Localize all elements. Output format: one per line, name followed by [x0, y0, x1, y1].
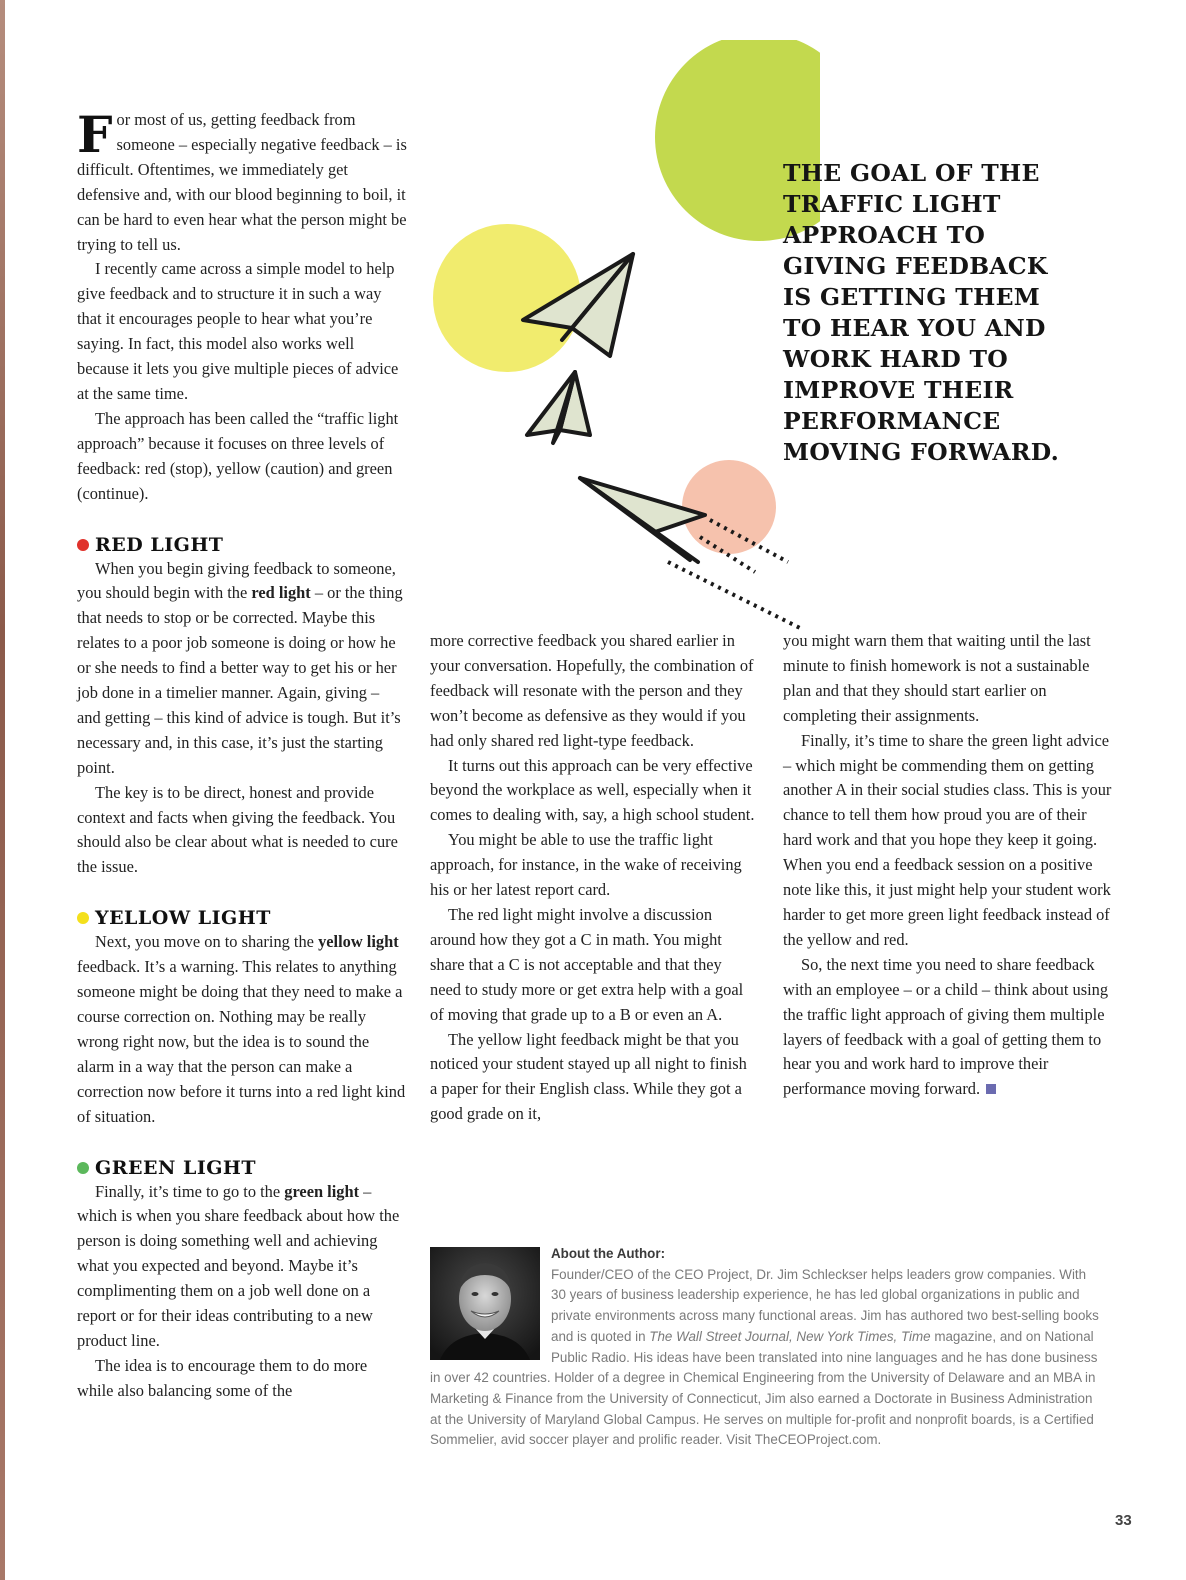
col2-paragraph-1: more corrective feedback you shared earlier in your conversation. Hopefully, the combination of feedback will resonate with the person and they won’t become as defensive as they would if you had only shared red light-type feedback. [430, 631, 754, 750]
paper-plane-icon [527, 372, 590, 443]
green-light-paragraph-1: Finally, it’s time to go to the green light – which is when you share feedback about how the person is doing something well and achieving what you expected and beyond. Maybe it’s complimenting them on a job well done on a report or for their ideas contributing to a new product line. [77, 1181, 400, 1350]
column-1 [77, 105, 407, 1404]
column-2 [430, 629, 755, 1127]
yellow-dot-icon [77, 912, 89, 924]
page-number: 33 [1115, 1512, 1132, 1529]
green-light-paragraph-2: The idea is to encourage them to do more while also balancing some of the [77, 1355, 368, 1400]
end-mark-icon [986, 1084, 996, 1094]
col3-paragraph-1: you might warn them that waiting until the last minute to finish homework is not a sustainable plan and that they should start earlier on completing their assignments. [783, 631, 1091, 725]
red-light-paragraph-1: When you begin giving feedback to someone, you should begin with the red light – or the thing that needs to stop or be corrected. Maybe this relates to a poor job someone is doing or how he or she needs to find a better way to get his or her job done in a timelier manner. Again, giving – and getting – this kind of advice is tough. But it’s necessary and, in this case, it’s just the starting point. [77, 558, 403, 777]
intro-paragraph-3: The approach has been called the “traffic light approach” because it focuses on three levels of feedback: red (stop), yellow (caution) and green (continue). [77, 408, 399, 503]
paper-planes-illustration [420, 40, 820, 640]
col2-paragraph-2: It turns out this approach can be very effective beyond the workplace as well, especially when it comes to dealing with, say, a high school student. [430, 755, 755, 825]
red-light-heading: RED LIGHT [77, 533, 407, 557]
col3-paragraph-2: Finally, it’s time to share the green light advice – which might be commending them on getting another A in their social studies class. This is your chance to tell them how proud you are of their hard work and that you hope they keep it going. When you end a feedback session on a positive note like this, it just might help your student work harder to get more green light feedback instead of the yellow and red. [783, 730, 1112, 949]
column-3 [783, 629, 1113, 1102]
col3-paragraph-3: So, the next time you need to share feedback with an employee – or a child – think about using the traffic light approach of giving them multiple layers of feedback with a goal of getting them to hear you and work hard to improve their performance moving forward. [783, 954, 1109, 1099]
page-edge [0, 0, 5, 1580]
peach-circle [682, 460, 776, 554]
red-light-paragraph-2: The key is to be direct, honest and provide context and facts when giving the feedback. You should also be clear about what is needed to cure the issue. [77, 782, 398, 877]
col2-paragraph-4: The red light might involve a discussion around how they got a C in math. You might share that a C is not acceptable and that they need to study more or get extra help with a goal of moving that grade up to a B or even an A. [430, 904, 744, 1024]
author-bio-title: About the Author: [551, 1246, 666, 1261]
col2-paragraph-3: You might be able to use the traffic light approach, for instance, in the wake of receiving his or her latest report card. [430, 830, 742, 900]
green-light-heading: GREEN LIGHT [77, 1156, 407, 1180]
green-dot-icon [77, 1162, 89, 1174]
drop-cap: F [77, 105, 113, 164]
pull-quote: THE GOAL OF THE TRAFFIC LIGHT APPROACH TO GIVING FEEDBACK IS GETTING THEM TO HEAR YOU AND WORK HARD TO IMPROVE THEIR PERFORMANCE MOVING FORWARD. [783, 159, 1060, 466]
yellow-light-heading: YELLOW LIGHT [77, 906, 407, 930]
yellow-light-paragraph-1: Next, you move on to sharing the yellow light feedback. It’s a warning. This relates to anything someone might be doing that they need to make a course correction on. Nothing may be really wrong right now, but the idea is to sound the alarm in a way that the person can make a correction now before it turns into a red light kind of situation. [77, 932, 406, 1126]
intro-paragraph-2: I recently came across a simple model to help give feedback and to structure it in such a way that it encourages people to hear what you’re saying. In fact, this model also works well because it lets you give multiple pieces of advice at the same time. [77, 259, 399, 403]
intro-paragraph-1: For most of us, getting feedback from someone – especially negative feedback – is difficult. Oftentimes, we immediately get defensive and, with our blood beginning to boil, it can be hard to even hear what the person might be trying to tell us. [77, 105, 407, 254]
red-dot-icon [77, 539, 89, 551]
author-bio: About the Author: Founder/CEO of the CEO Project, Dr. Jim Schleckser helps leaders grow companies. With 30 years of business leadership experience, he has led global organizations in public and private environments across many functional areas. Jim has authored two best-selling books and is quoted in The Wall Street Journal, New York Times, Time magazine, and on National Public Radio. His ideas have been translated into nine languages and he has done business in over 42 countries. Holder of a degree in Chemical Engineering from the University of Delaware and an MBA in Marketing & Finance from the University of Connecticut, Jim also earned a Doctorate in Business Administration at the University of Maryland Global Campus. He serves on multiple for-profit and nonprofit boards, is a Certified Sommelier, avid soccer player and prolific reader. Visit TheCEOProject.com. [430, 1246, 1099, 1448]
col2-paragraph-5: The yellow light feedback might be that you noticed your student stayed up all night to finish a paper for their English class. While they got a good grade on it, [430, 1029, 747, 1124]
